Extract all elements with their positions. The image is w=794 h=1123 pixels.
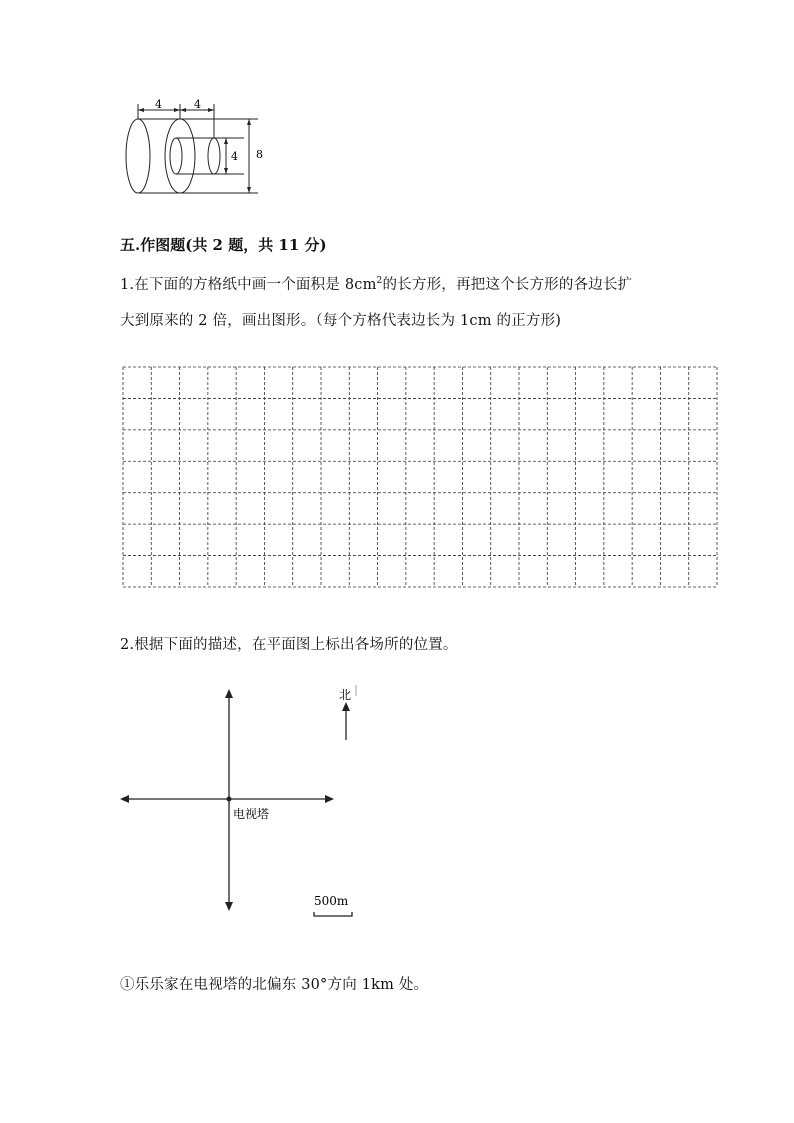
dim-label-top-left: 4	[155, 98, 162, 111]
section-title: 五.作图题(共 2 题，共 11 分)	[120, 236, 327, 254]
hollow-cylinder-figure	[118, 96, 278, 196]
question1-line1-before: 1.在下面的方格纸中画一个面积是 8cm	[120, 277, 377, 293]
dim-label-top-right: 4	[194, 98, 201, 111]
question1-line1	[120, 273, 632, 294]
dim-label-outer-height: 8	[256, 148, 263, 161]
question1-superscript: 2	[376, 276, 383, 287]
question2-text: 2.根据下面的描述，在平面图上标出各场所的位置。	[120, 637, 458, 653]
dim-label-inner-height: 4	[231, 150, 238, 163]
grid-paper[interactable]	[122, 366, 718, 588]
question1-line1-after: 的长方形，再把这个长方形的各边长扩	[382, 277, 633, 293]
question1-line2: 大到原来的 2 倍，画出图形。（每个方格代表边长为 1cm 的正方形)	[120, 313, 562, 329]
tv-tower-label: 电视塔	[233, 807, 270, 821]
scale-label: 500m	[314, 894, 349, 908]
question2-sub1: ①乐乐家在电视塔的北偏东 30°方向 1km 处。	[120, 977, 429, 993]
north-label: 北	[339, 688, 352, 702]
tv-tower-map[interactable]	[115, 680, 385, 920]
